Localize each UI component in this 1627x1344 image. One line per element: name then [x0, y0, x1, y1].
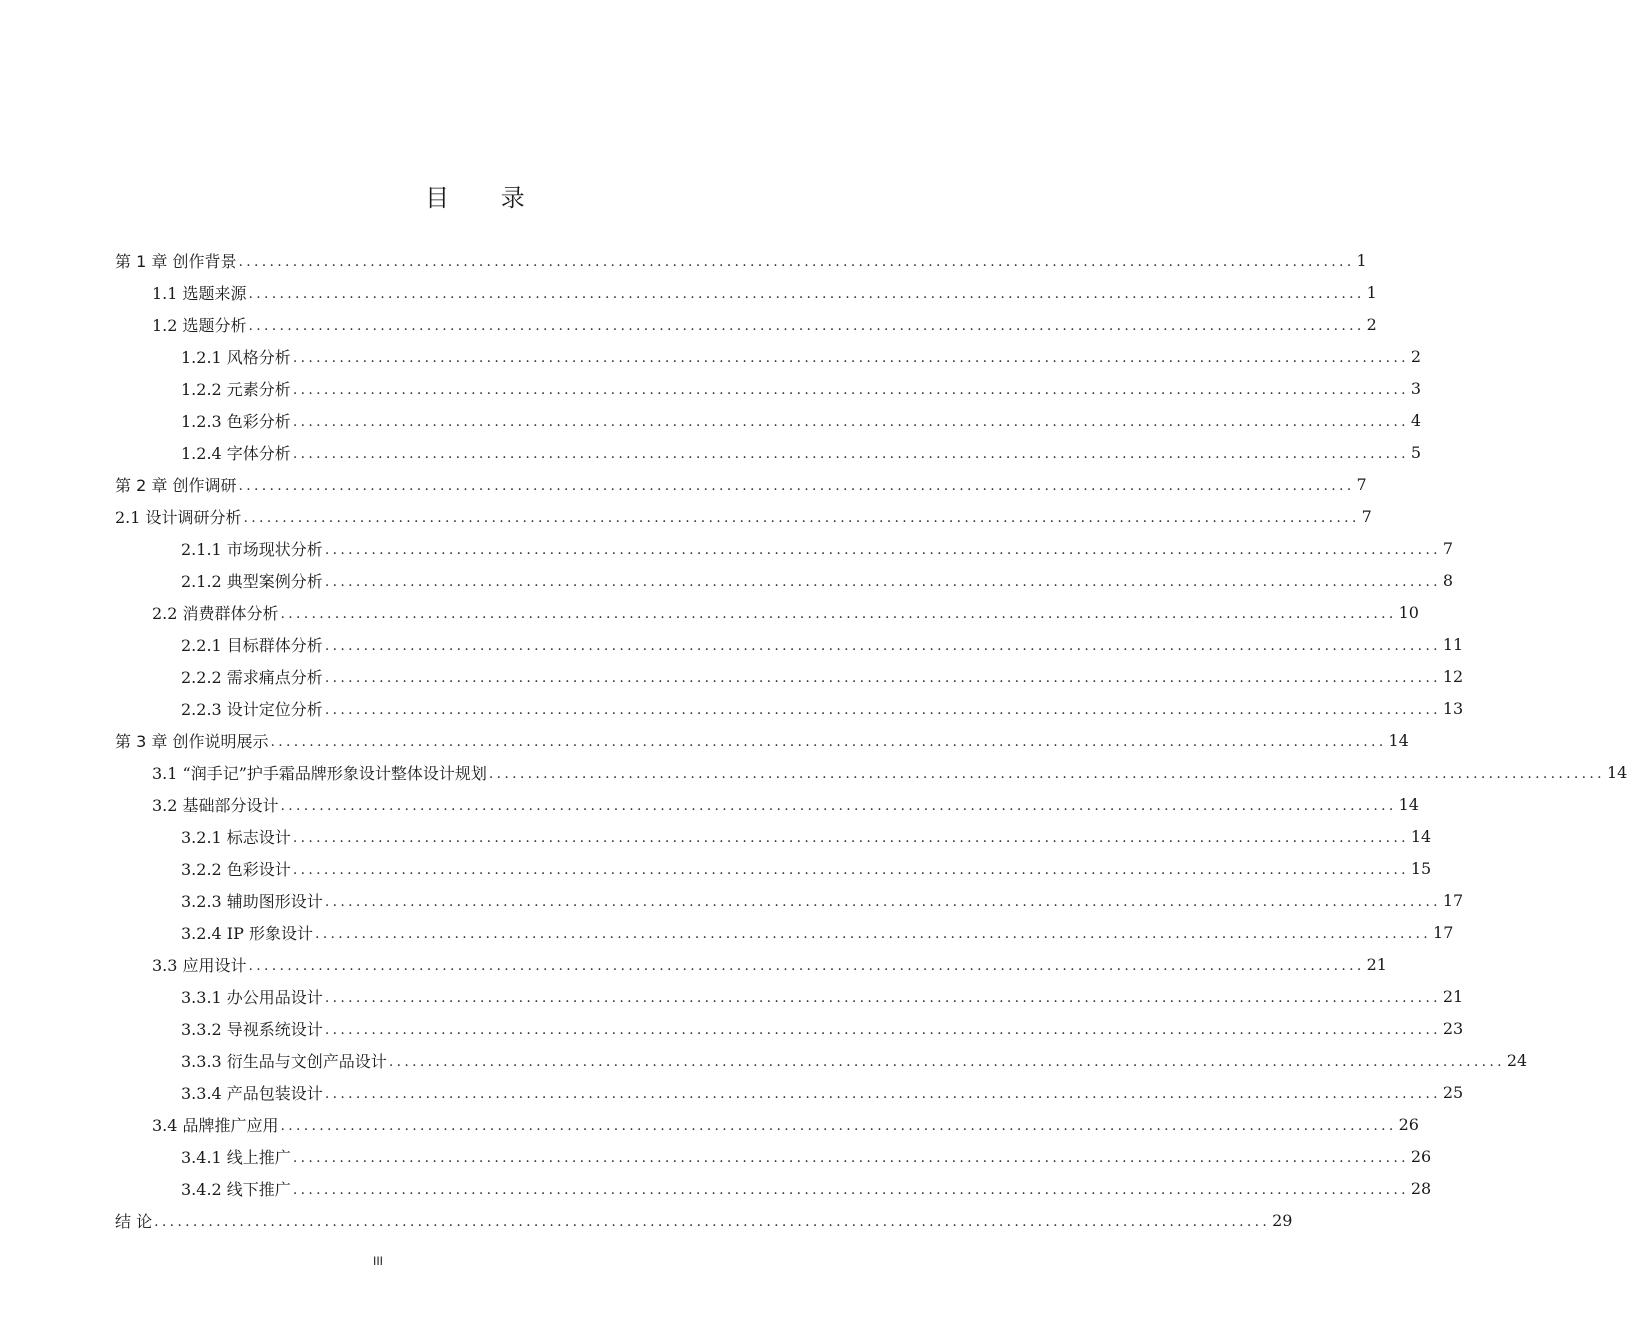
toc-entry-page-number: 2: [1410, 346, 1422, 366]
toc-entry-title: 1.2.4 字体分析: [181, 443, 291, 463]
toc-entry-title: 1.2.3 色彩分析: [181, 411, 291, 431]
toc-leader-dots: ................................................................................................................................................: [248, 285, 1365, 302]
toc-entry-page-number: 21: [1366, 954, 1387, 974]
toc-entry-page-number: 10: [1398, 602, 1419, 622]
toc-leader-dots: ................................................................................................................................................: [324, 989, 1441, 1006]
toc-entry-title: 第 2 章 创作调研: [115, 475, 237, 495]
toc-entry-title: 3.2.3 辅助图形设计: [181, 891, 323, 911]
toc-entry-title: 3.1 “润手记”护手霜品牌形象设计整体设计规划: [152, 763, 487, 783]
toc-entry-title: 2.2.1 目标群体分析: [181, 635, 323, 655]
toc-entry-page-number: 15: [1410, 858, 1432, 878]
toc-leader-dots: ................................................................................................................................................: [324, 541, 1441, 558]
toc-leader-dots: ................................................................................................................................................: [292, 1149, 1409, 1166]
toc-entry-page-number: 2: [1366, 314, 1377, 334]
toc-entry[interactable]: [0, 660, 1464, 692]
toc-leader-dots: ................................................................................................................................................: [270, 733, 1387, 750]
toc-leader-dots: ................................................................................................................................................: [324, 573, 1441, 590]
toc-entry-page-number: 1: [1356, 250, 1367, 270]
toc-entry-title: 3.3 应用设计: [152, 955, 247, 975]
toc-entry[interactable]: [0, 1140, 1432, 1172]
table-of-contents: [0, 244, 1627, 1236]
toc-entry-title: 3.2.4 IP 形象设计: [181, 923, 313, 943]
toc-leader-dots: ................................................................................................................................................: [324, 669, 1441, 686]
toc-entry-title: 3.2.2 色彩设计: [181, 859, 291, 879]
toc-entry[interactable]: [0, 980, 1464, 1012]
toc-entry[interactable]: [0, 724, 1409, 756]
toc-entry-page-number: 11: [1442, 634, 1464, 654]
toc-entry-title: 3.3.3 衍生品与文创产品设计: [181, 1051, 387, 1071]
toc-leader-dots: ................................................................................................................................................: [488, 765, 1605, 782]
toc-leader-dots: ................................................................................................................................................: [292, 413, 1409, 430]
toc-entry-title: 2.1.2 典型案例分析: [181, 571, 323, 591]
toc-entry-page-number: 14: [1388, 730, 1409, 750]
toc-entry-title: 3.3.4 产品包装设计: [181, 1083, 323, 1103]
toc-entry-page-number: 26: [1410, 1146, 1432, 1166]
toc-entry[interactable]: [0, 1012, 1464, 1044]
toc-leader-dots: ................................................................................................................................................: [248, 317, 1365, 334]
toc-leader-dots: ................................................................................................................................................: [280, 605, 1397, 622]
toc-entry-page-number: 7: [1442, 538, 1454, 558]
toc-entry-title: 2.1 设计调研分析: [115, 507, 242, 527]
toc-entry[interactable]: [0, 1108, 1419, 1140]
toc-entry-title: 第 1 章 创作背景: [115, 251, 237, 271]
toc-entry[interactable]: [0, 1044, 1528, 1076]
toc-leader-dots: ................................................................................................................................................: [238, 253, 1355, 270]
toc-entry-page-number: 3: [1410, 378, 1422, 398]
toc-leader-dots: ................................................................................................................................................: [292, 349, 1409, 366]
toc-leader-dots: ................................................................................................................................................: [292, 861, 1409, 878]
toc-leader-dots: ................................................................................................................................................: [324, 1085, 1441, 1102]
toc-entry-page-number: 26: [1398, 1114, 1419, 1134]
toc-leader-dots: ................................................................................................................................................: [280, 797, 1397, 814]
toc-entry-page-number: 7: [1356, 474, 1367, 494]
toc-entry-title: 1.2.2 元素分析: [181, 379, 291, 399]
toc-entry-title: 3.3.2 导视系统设计: [181, 1019, 323, 1039]
toc-leader-dots: ................................................................................................................................................: [324, 1021, 1441, 1038]
toc-entry-title: 3.4.1 线上推广: [181, 1147, 291, 1167]
toc-leader-dots: ................................................................................................................................................: [292, 445, 1409, 462]
toc-entry[interactable]: [0, 756, 1627, 788]
toc-entry-page-number: 1: [1366, 282, 1377, 302]
toc-entry[interactable]: [0, 532, 1454, 564]
toc-leader-dots: ................................................................................................................................................: [292, 1181, 1409, 1198]
toc-entry-page-number: 14: [1606, 762, 1627, 782]
toc-entry-title: 3.4.2 线下推广: [181, 1179, 291, 1199]
toc-entry-page-number: 29: [1272, 1210, 1293, 1230]
toc-entry[interactable]: [0, 948, 1387, 980]
toc-entry-page-number: 23: [1442, 1018, 1464, 1038]
toc-entry-page-number: 4: [1410, 410, 1422, 430]
toc-entry-page-number: 17: [1442, 890, 1464, 910]
toc-entry[interactable]: [0, 244, 1367, 276]
toc-entry[interactable]: [0, 852, 1432, 884]
toc-entry[interactable]: [0, 916, 1454, 948]
toc-entry-title: 第 3 章 创作说明展示: [115, 731, 269, 751]
toc-entry[interactable]: [0, 308, 1377, 340]
toc-entry-title: 2.2.2 需求痛点分析: [181, 667, 323, 687]
toc-leader-dots: ................................................................................................................................................: [154, 1213, 1271, 1230]
toc-entry-page-number: 8: [1442, 570, 1454, 590]
toc-entry[interactable]: [0, 820, 1432, 852]
toc-entry[interactable]: [0, 468, 1367, 500]
toc-entry[interactable]: [0, 276, 1377, 308]
toc-leader-dots: ................................................................................................................................................: [292, 381, 1409, 398]
toc-entry-title: 1.2 选题分析: [152, 315, 247, 335]
toc-entry[interactable]: [0, 884, 1464, 916]
toc-leader-dots: ................................................................................................................................................: [292, 829, 1409, 846]
toc-entry[interactable]: [0, 788, 1419, 820]
toc-entry-page-number: 25: [1442, 1082, 1464, 1102]
toc-entry-page-number: 28: [1410, 1178, 1432, 1198]
toc-entry-page-number: 14: [1410, 826, 1432, 846]
toc-entry[interactable]: [0, 372, 1422, 404]
toc-entry-page-number: 17: [1433, 922, 1454, 942]
toc-entry[interactable]: [0, 1076, 1464, 1108]
toc-entry[interactable]: [0, 340, 1422, 372]
toc-entry-title: 3.4 品牌推广应用: [152, 1115, 279, 1135]
toc-entry[interactable]: [0, 404, 1422, 436]
toc-leader-dots: ................................................................................................................................................: [238, 477, 1355, 494]
toc-entry-page-number: 21: [1442, 986, 1464, 1006]
toc-entry[interactable]: [0, 500, 1372, 532]
toc-entry-title: 1.1 选题来源: [152, 283, 247, 303]
toc-leader-dots: ................................................................................................................................................: [324, 701, 1441, 718]
toc-entry-page-number: 12: [1442, 666, 1464, 686]
toc-entry[interactable]: [0, 436, 1422, 468]
toc-entry-title: 2.2 消费群体分析: [152, 603, 279, 623]
toc-entry-page-number: 13: [1442, 698, 1464, 718]
toc-entry-title: 2.1.1 市场现状分析: [181, 539, 323, 559]
toc-entry[interactable]: [0, 564, 1454, 596]
toc-entry-page-number: 5: [1410, 442, 1422, 462]
toc-entry-page-number: 24: [1506, 1050, 1528, 1070]
toc-leader-dots: ................................................................................................................................................: [314, 925, 1432, 942]
toc-entry-page-number: 14: [1398, 794, 1419, 814]
toc-entry-page-number: 7: [1361, 506, 1372, 526]
toc-entry-title: 结 论: [115, 1211, 153, 1231]
toc-entry-title: 3.3.1 办公用品设计: [181, 987, 323, 1007]
toc-entry[interactable]: [0, 1204, 1293, 1236]
toc-entry-title: 3.2 基础部分设计: [152, 795, 279, 815]
toc-entry-title: 1.2.1 风格分析: [181, 347, 291, 367]
toc-entry-title: 2.2.3 设计定位分析: [181, 699, 323, 719]
toc-leader-dots: ................................................................................................................................................: [280, 1117, 1397, 1134]
toc-leader-dots: ................................................................................................................................................: [324, 637, 1441, 654]
toc-leader-dots: ................................................................................................................................................: [248, 957, 1365, 974]
toc-entry[interactable]: [0, 1172, 1432, 1204]
toc-leader-dots: ................................................................................................................................................: [388, 1053, 1505, 1070]
toc-entry[interactable]: [0, 596, 1419, 628]
toc-entry[interactable]: [0, 692, 1464, 724]
toc-entry[interactable]: [0, 628, 1464, 660]
toc-entry-title: 3.2.1 标志设计: [181, 827, 291, 847]
toc-leader-dots: ................................................................................................................................................: [324, 893, 1441, 910]
footer-page-number: III: [372, 1254, 383, 1268]
toc-leader-dots: ................................................................................................................................................: [243, 509, 1360, 526]
page-title: 目 录: [425, 184, 547, 212]
